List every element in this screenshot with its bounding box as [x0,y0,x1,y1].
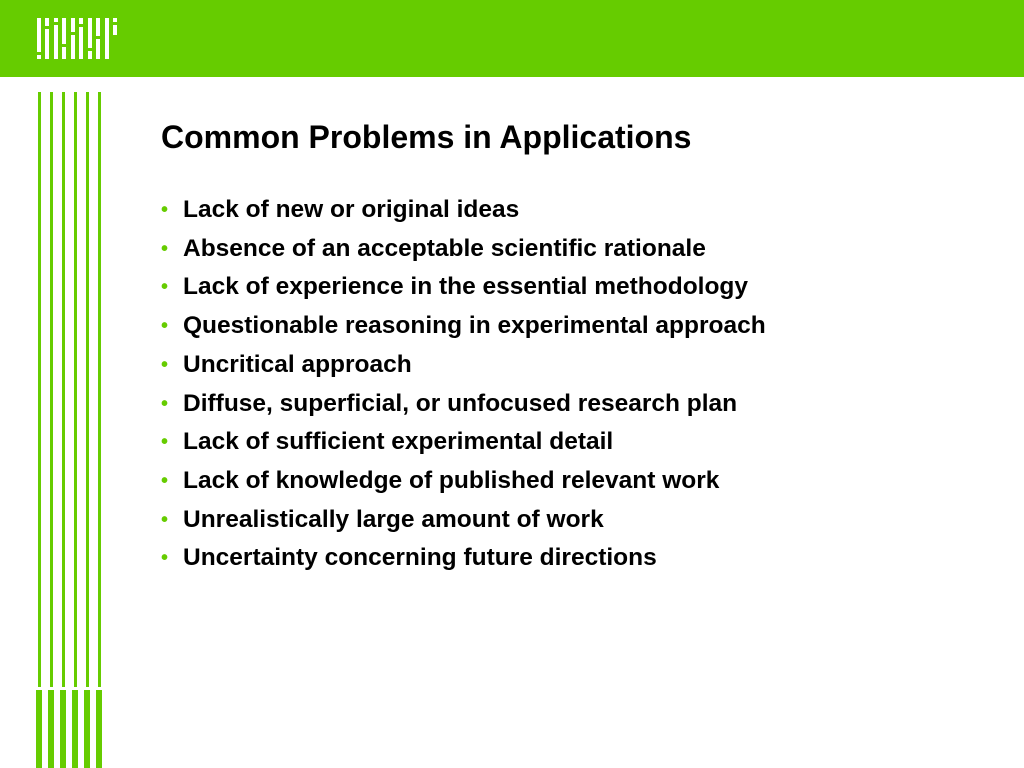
bullet-item [161,462,1001,501]
bullet-item [161,423,1001,462]
slide-title: Common Problems in Applications [161,119,692,155]
vertical-stripes-decoration [36,92,112,768]
bullet-text: Lack of experience in the essential methodology [183,273,749,301]
bullet-text: Unrealistically large amount of work [183,505,604,533]
bullet-icon: • [161,547,169,570]
bullet-item [161,346,1001,385]
bullet-icon: • [161,199,169,221]
header-band [0,0,1024,77]
bullet-icon: • [161,392,169,415]
bullet-text: Questionable reasoning in experimental approach [183,312,766,340]
bullet-text: Uncritical approach [183,350,412,378]
bullet-text: Absence of an acceptable scientific rationale [183,234,706,262]
bullet-icon: • [161,276,169,299]
bullet-text: Lack of new or original ideas [183,196,520,223]
organization-logo-icon [34,14,124,62]
bullet-item [161,230,1001,269]
bullet-item [161,307,1001,346]
bullet-icon: • [161,508,169,531]
bullet-item [161,191,1001,230]
bullet-text: Diffuse, superficial, or unfocused research plan [183,389,738,417]
bullet-item [161,539,1001,578]
bullet-icon: • [161,315,169,338]
bullet-icon: • [161,469,169,492]
bullet-text: Uncertainty concerning future directions [183,544,657,572]
bullet-icon: • [161,237,169,260]
bullet-item [161,501,1001,540]
bullet-icon: • [161,431,169,454]
bullet-text: Lack of sufficient experimental detail [183,428,614,456]
bullet-icon: • [161,353,169,376]
bullet-text: Lack of knowledge of published relevant work [183,466,720,494]
slide-content [161,117,1001,578]
bullet-list [161,191,1001,578]
bullet-item [161,268,1001,307]
bullet-item [161,385,1001,424]
